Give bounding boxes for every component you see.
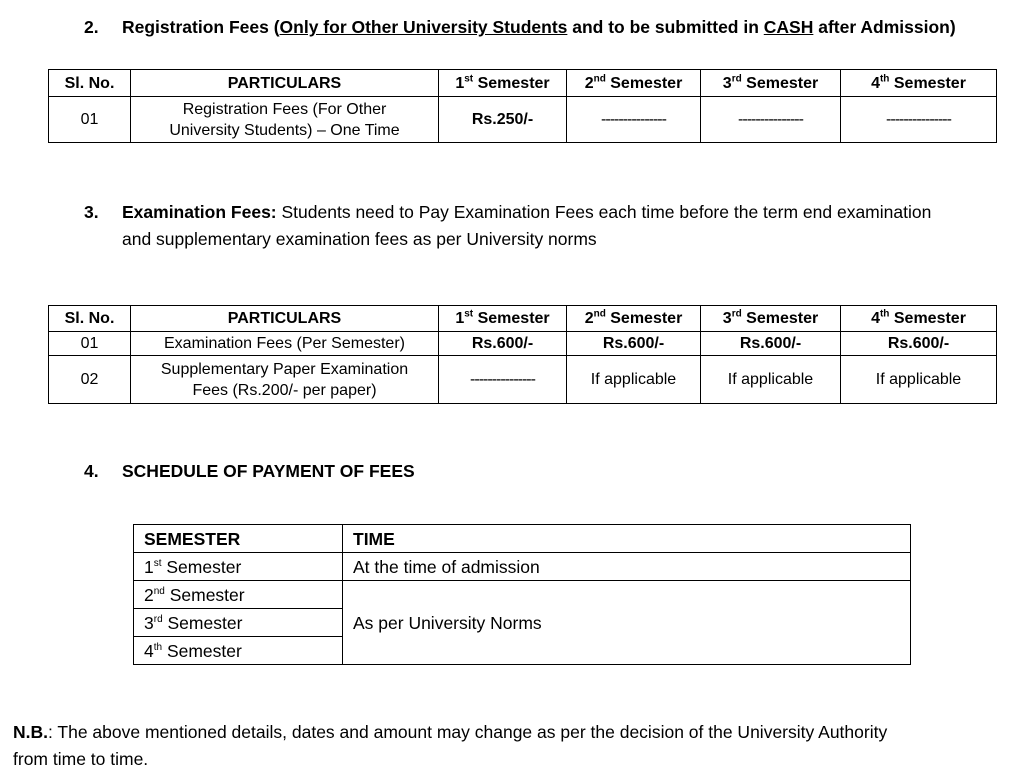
cell-semester: 3rd Semester [134,609,343,637]
cell-semester: 2nd Semester [134,581,343,609]
header-time: TIME [343,525,911,553]
cell-time: As per University Norms [343,581,911,665]
cell-sem1: Rs.250/- [439,97,567,143]
cell-sem4: Rs.600/- [841,332,997,356]
cell-slno: 01 [49,97,131,143]
table-row [134,581,911,609]
header-sem2: 2nd Semester [567,306,701,332]
cell-sem1: --------------- [439,356,567,404]
cell-sem2: --------------- [567,97,701,143]
header-sem4: 4th Semester [841,306,997,332]
header-sem3: 3rd Semester [701,306,841,332]
cell-particulars: Registration Fees (For Other University Students) – One Time [131,97,439,143]
section-number: 4. [84,461,99,481]
section-title: SCHEDULE OF PAYMENT OF FEES [122,461,415,481]
nb-label: N.B. [13,722,48,742]
section-title: Examination Fees: [122,202,277,222]
cell-sem1: Rs.600/- [439,332,567,356]
table-row [49,356,997,404]
header-sem2: 2nd Semester [567,70,701,97]
cell-sem4: If applicable [841,356,997,404]
header-semester: SEMESTER [134,525,343,553]
table-row [49,97,997,143]
cell-sem4: --------------- [841,97,997,143]
cell-sem2: If applicable [567,356,701,404]
cell-semester: 4th Semester [134,637,343,665]
section-number: 3. [84,202,99,222]
examination-fees-table [48,305,997,404]
cell-sem3: --------------- [701,97,841,143]
table-header-row [134,525,911,553]
section-3-paragraph: 3. Examination Fees: Students need to Pay Examination Fees each time before the term end examination and supplementary examination fees as per University norms [84,199,1034,253]
section-4-heading [84,461,415,482]
schedule-table [133,524,911,665]
cell-slno: 02 [49,356,131,404]
cell-semester: 1st Semester [134,553,343,581]
header-slno: Sl. No. [49,306,131,332]
cell-slno: 01 [49,332,131,356]
cell-sem3: If applicable [701,356,841,404]
cell-particulars: Examination Fees (Per Semester) [131,332,439,356]
cell-particulars: Supplementary Paper Examination Fees (Rs.200/- per paper) [131,356,439,404]
table-header-row [49,70,997,97]
header-sem1: 1st Semester [439,306,567,332]
header-sem1: 1st Semester [439,70,567,97]
cell-sem3: Rs.600/- [701,332,841,356]
header-particulars: PARTICULARS [131,70,439,97]
cell-sem2: Rs.600/- [567,332,701,356]
nb-note: N.B.: The above mentioned details, dates and amount may change as per the decision of the University Authority from time to time. [13,722,888,769]
section-number: 2. [84,17,99,37]
header-particulars: PARTICULARS [131,306,439,332]
header-sem3: 3rd Semester [701,70,841,97]
header-sem4: 4th Semester [841,70,997,97]
header-slno: Sl. No. [49,70,131,97]
table-header-row [49,306,997,332]
cell-time: At the time of admission [343,553,911,581]
registration-fees-table [48,69,997,143]
table-row [49,332,997,356]
section-2-heading: 2. Registration Fees (Only for Other University Students and to be submitted in CASH after Admission) [84,17,956,37]
table-row [134,553,911,581]
